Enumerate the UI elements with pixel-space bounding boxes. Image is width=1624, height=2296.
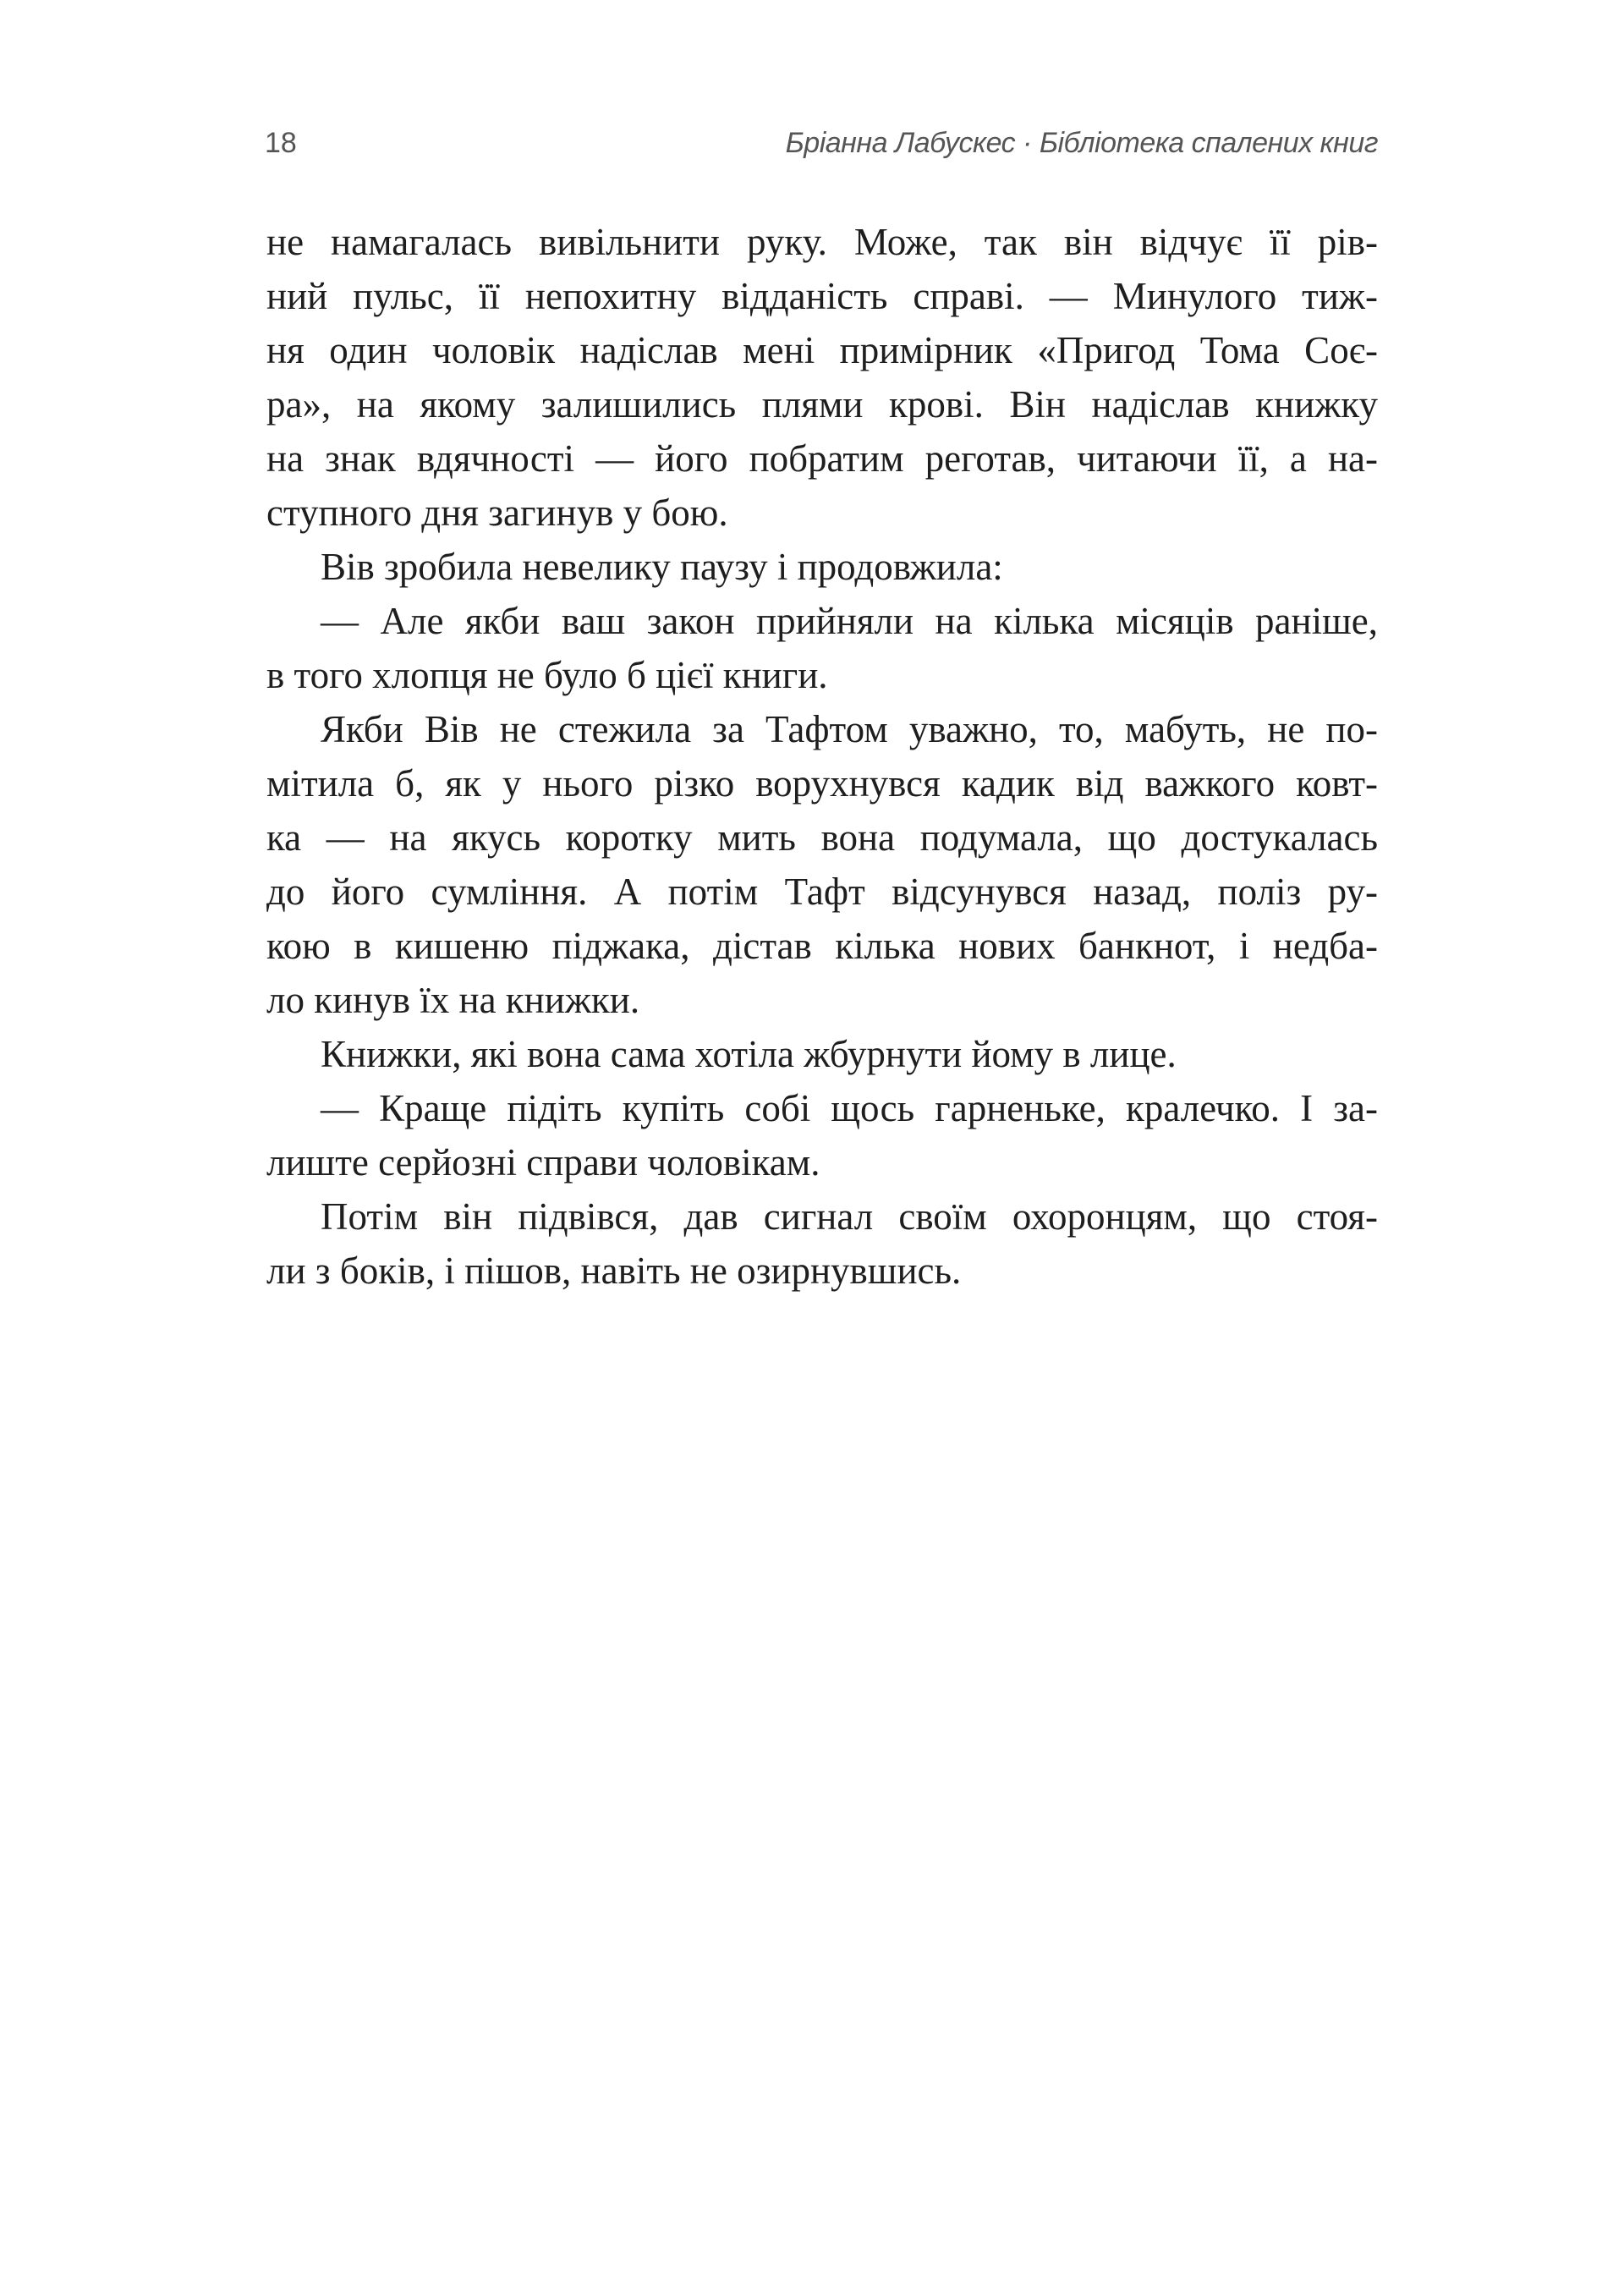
text-line: Потім він підвівся, дав сигнал своїм охоронцям, що стоя- bbox=[321, 1195, 1378, 1238]
page-header bbox=[265, 127, 1378, 169]
text-line: не намагалась вивільнити руку. Може, так він відчує її рів- bbox=[266, 221, 1378, 263]
text-line: — Краще підіть купіть собі щось гарненьке, кралечко. І за- bbox=[321, 1087, 1378, 1129]
text-line: ка — на якусь коротку мить вона подумала, що достукалась bbox=[266, 816, 1378, 859]
text-line: ний пульс, її непохитну відданість справі. — Минулого тиж- bbox=[266, 275, 1378, 317]
page-number: 18 bbox=[265, 127, 297, 159]
body-text bbox=[266, 215, 1378, 1298]
text-line: ло кинув їх на книжки. bbox=[266, 979, 640, 1021]
text-line: до його сумління. А потім Тафт відсунувся назад, поліз ру- bbox=[266, 871, 1378, 913]
running-title: Бріанна Лабускес · Бібліотека спалених книг bbox=[785, 127, 1378, 159]
text-line: кою в кишеню піджака, дістав кілька нових банкнот, і недба- bbox=[266, 925, 1378, 967]
text-line: — Але якби ваш закон прийняли на кілька місяців раніше, bbox=[321, 600, 1378, 642]
text-line: ня один чоловік надіслав мені примірник «Пригод Тома Соє- bbox=[266, 329, 1378, 371]
text-line: Якби Вів не стежила за Тафтом уважно, то, мабуть, не по- bbox=[321, 708, 1378, 750]
text-line: в того хлопця не було б цієї книги. bbox=[266, 654, 828, 696]
text-line: ра», на якому залишились плями крові. Він надіслав книжку bbox=[266, 383, 1378, 426]
text-line: Книжки, які вона сама хотіла жбурнути йому в лице. bbox=[321, 1033, 1177, 1075]
text-line: мітила б, як у нього різко ворухнувся кадик від важкого ковт- bbox=[266, 762, 1378, 805]
text-line: ли з боків, і пішов, навіть не озирнувшись. bbox=[266, 1250, 962, 1292]
text-line: Вів зробила невелику паузу і продовжила: bbox=[321, 546, 1003, 588]
text-line: лиште серйозні справи чоловікам. bbox=[266, 1141, 820, 1184]
text-line: на знак вдячності — його побратим реготав, читаючи її, а на- bbox=[266, 437, 1378, 480]
text-line: ступного дня загинув у бою. bbox=[266, 492, 728, 534]
